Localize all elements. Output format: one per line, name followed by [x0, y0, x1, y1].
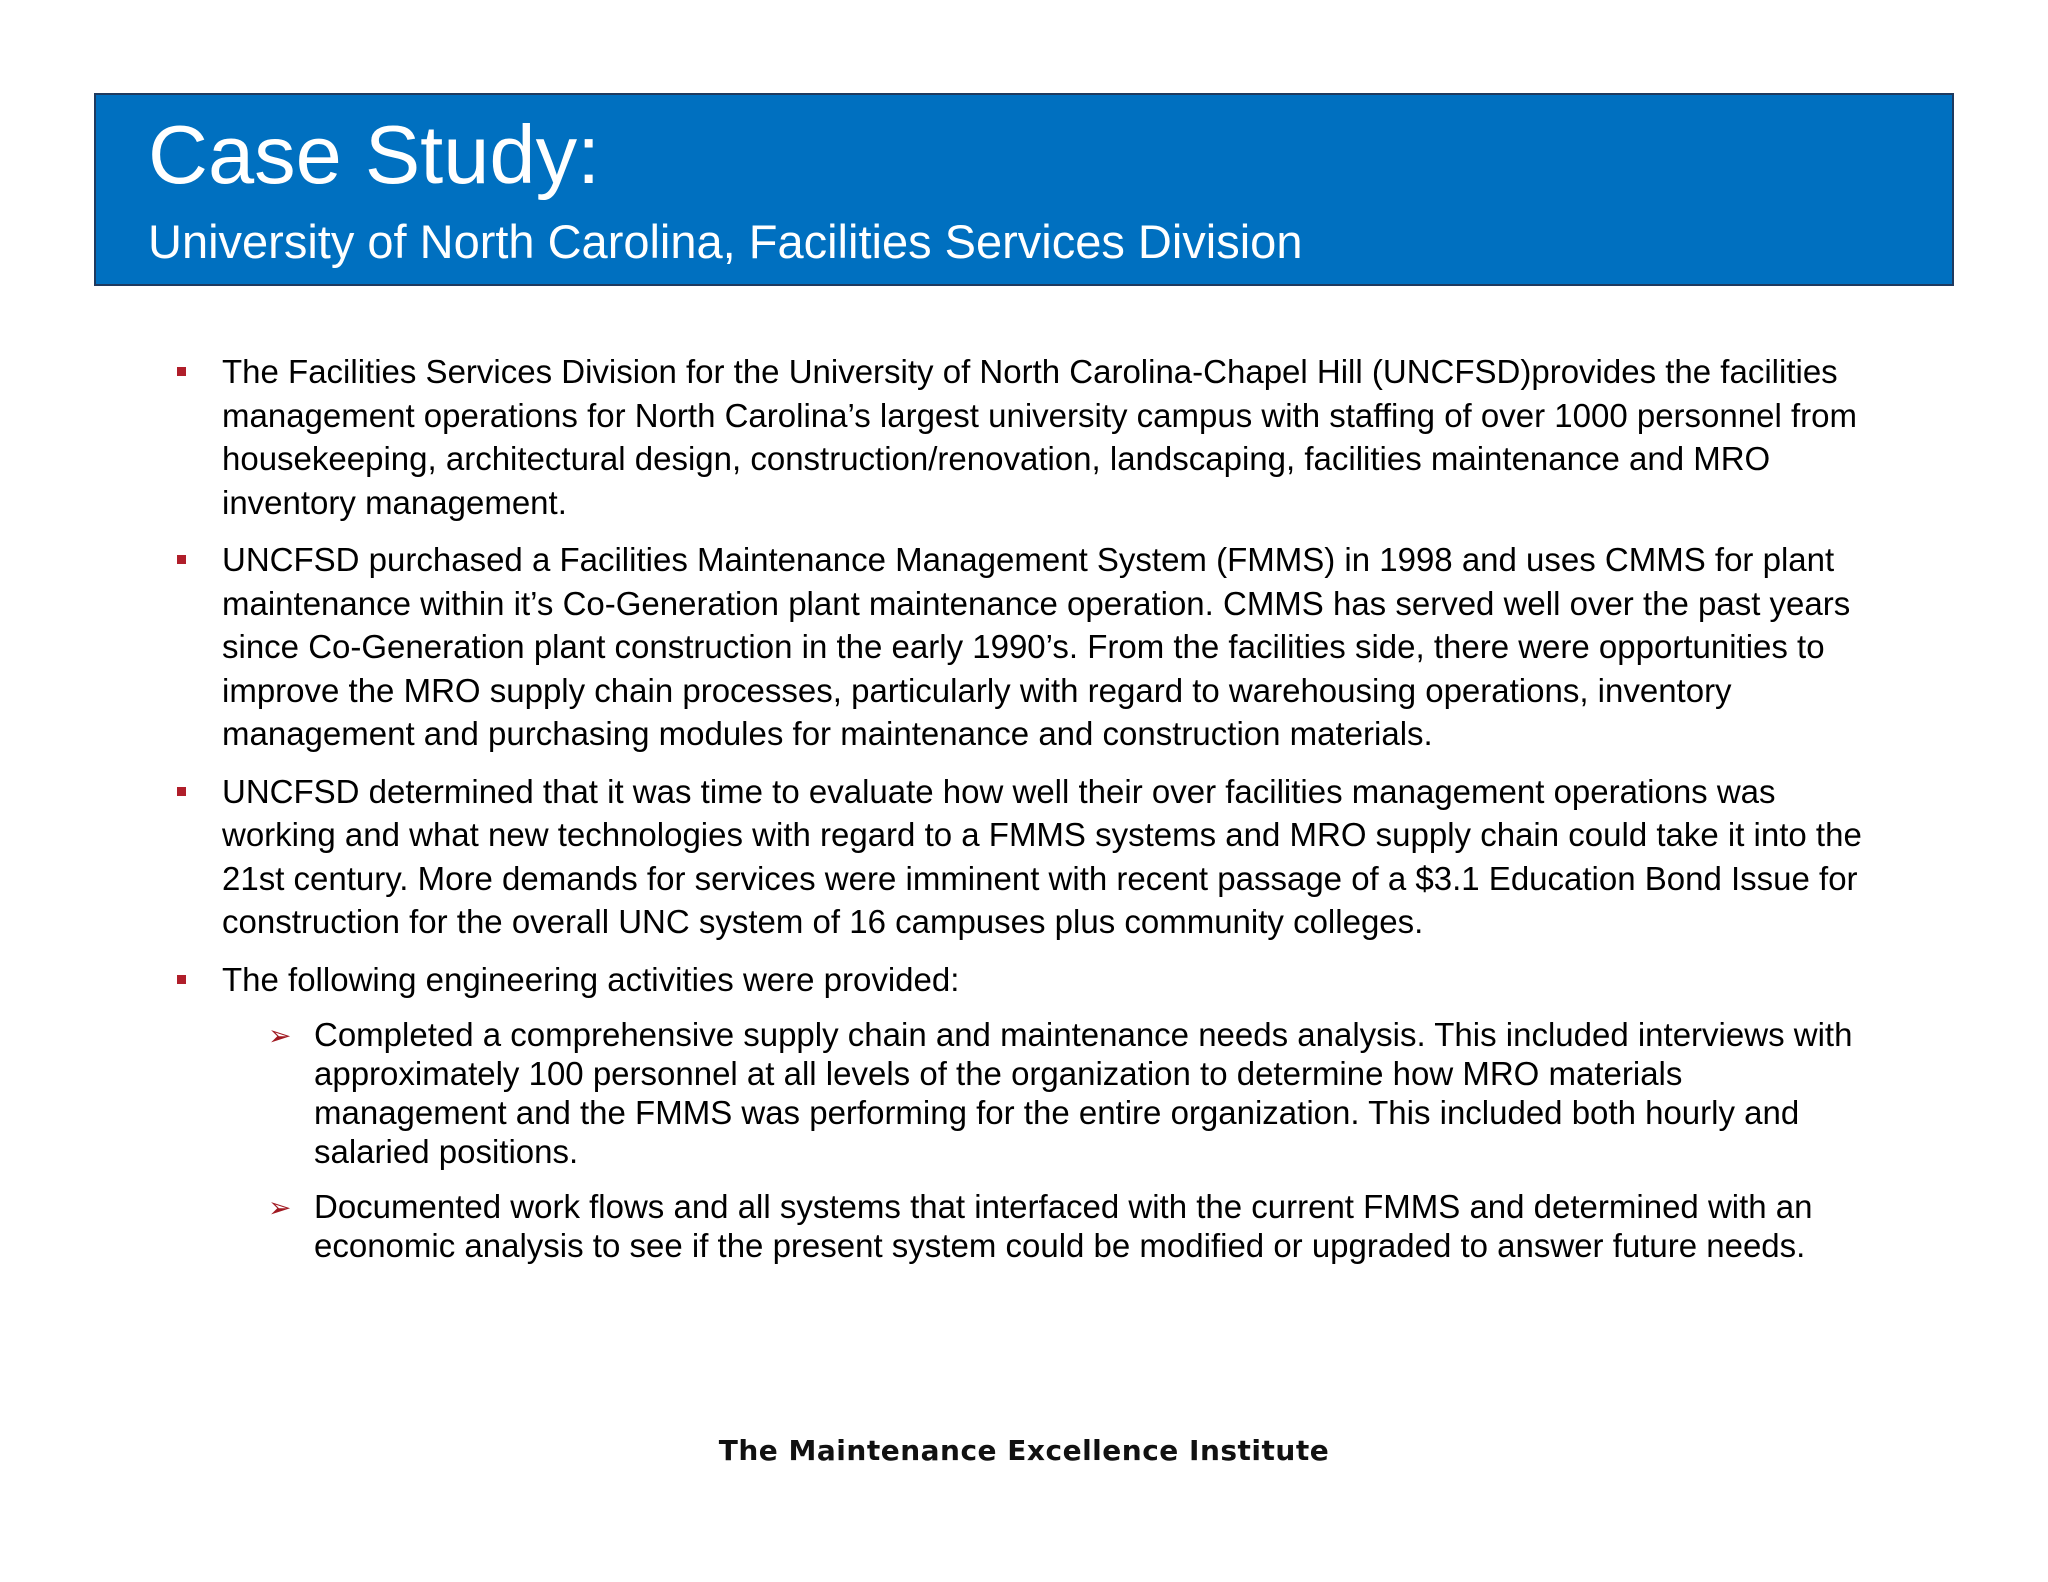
square-bullet-icon	[177, 787, 186, 796]
slide-subtitle: University of North Carolina, Facilities Services Division	[148, 215, 1303, 268]
sub-list-item	[268, 1015, 1876, 1171]
sub-bullet-text: Completed a comprehensive supply chain and maintenance needs analysis. This included interviews with approximately 100 personnel at all levels of the organization to determine how MRO materials management and the FMMS was performing for the entire organization. This included both hourly and salaried positions.	[314, 1016, 1853, 1170]
sub-list-item	[268, 1187, 1876, 1265]
sub-bullet-list	[176, 1015, 1876, 1265]
square-bullet-icon	[177, 367, 186, 376]
slide-title: Case Study:	[148, 108, 601, 201]
bullet-text: The Facilities Services Division for the University of North Carolina-Chapel Hill (UNCFSD)provides the facilities management operations for North Carolina’s largest university campus with staffing of over 1000 personnel from housekeeping, architectural design, construction/renovation, landscaping, facilities maintenance and MRO inventory management.	[222, 353, 1857, 521]
sub-bullet-text: Documented work flows and all systems that interfaced with the current FMMS and determined with an economic analysis to see if the present system could be modified or upgraded to answer future needs.	[314, 1188, 1813, 1264]
list-item	[176, 538, 1876, 756]
square-bullet-icon	[177, 555, 186, 564]
title-banner	[94, 93, 1954, 286]
list-item	[176, 350, 1876, 524]
list-item	[176, 770, 1876, 944]
list-item	[176, 958, 1876, 1002]
bullet-text: The following engineering activities were provided:	[222, 960, 960, 998]
bullet-text: UNCFSD purchased a Facilities Maintenance Management System (FMMS) in 1998 and uses CMMS for plant maintenance within it’s Co-Generation plant maintenance operation. CMMS has served well over the past years since Co-Generation plant construction in the early 1990’s. From the facilities side, there were opportunities to improve the MRO supply chain processes, particularly with regard to warehousing operations, inventory management and purchasing modules for maintenance and construction materials.	[222, 541, 1851, 752]
arrow-bullet-icon: ➢	[268, 1019, 292, 1052]
square-bullet-icon	[177, 975, 186, 984]
bullet-text: UNCFSD determined that it was time to evaluate how well their over facilities management operations was working and what new technologies with regard to a FMMS systems and MRO supply chain could take it into the 21st century. More demands for services were imminent with recent passage of a $3.1 Education Bond Issue for construction for the overall UNC system of 16 campuses plus community colleges.	[222, 772, 1862, 940]
arrow-bullet-icon: ➢	[268, 1191, 292, 1224]
footer-organization: The Maintenance Excellence Institute	[718, 1434, 1330, 1467]
bullet-list	[176, 350, 1876, 1281]
